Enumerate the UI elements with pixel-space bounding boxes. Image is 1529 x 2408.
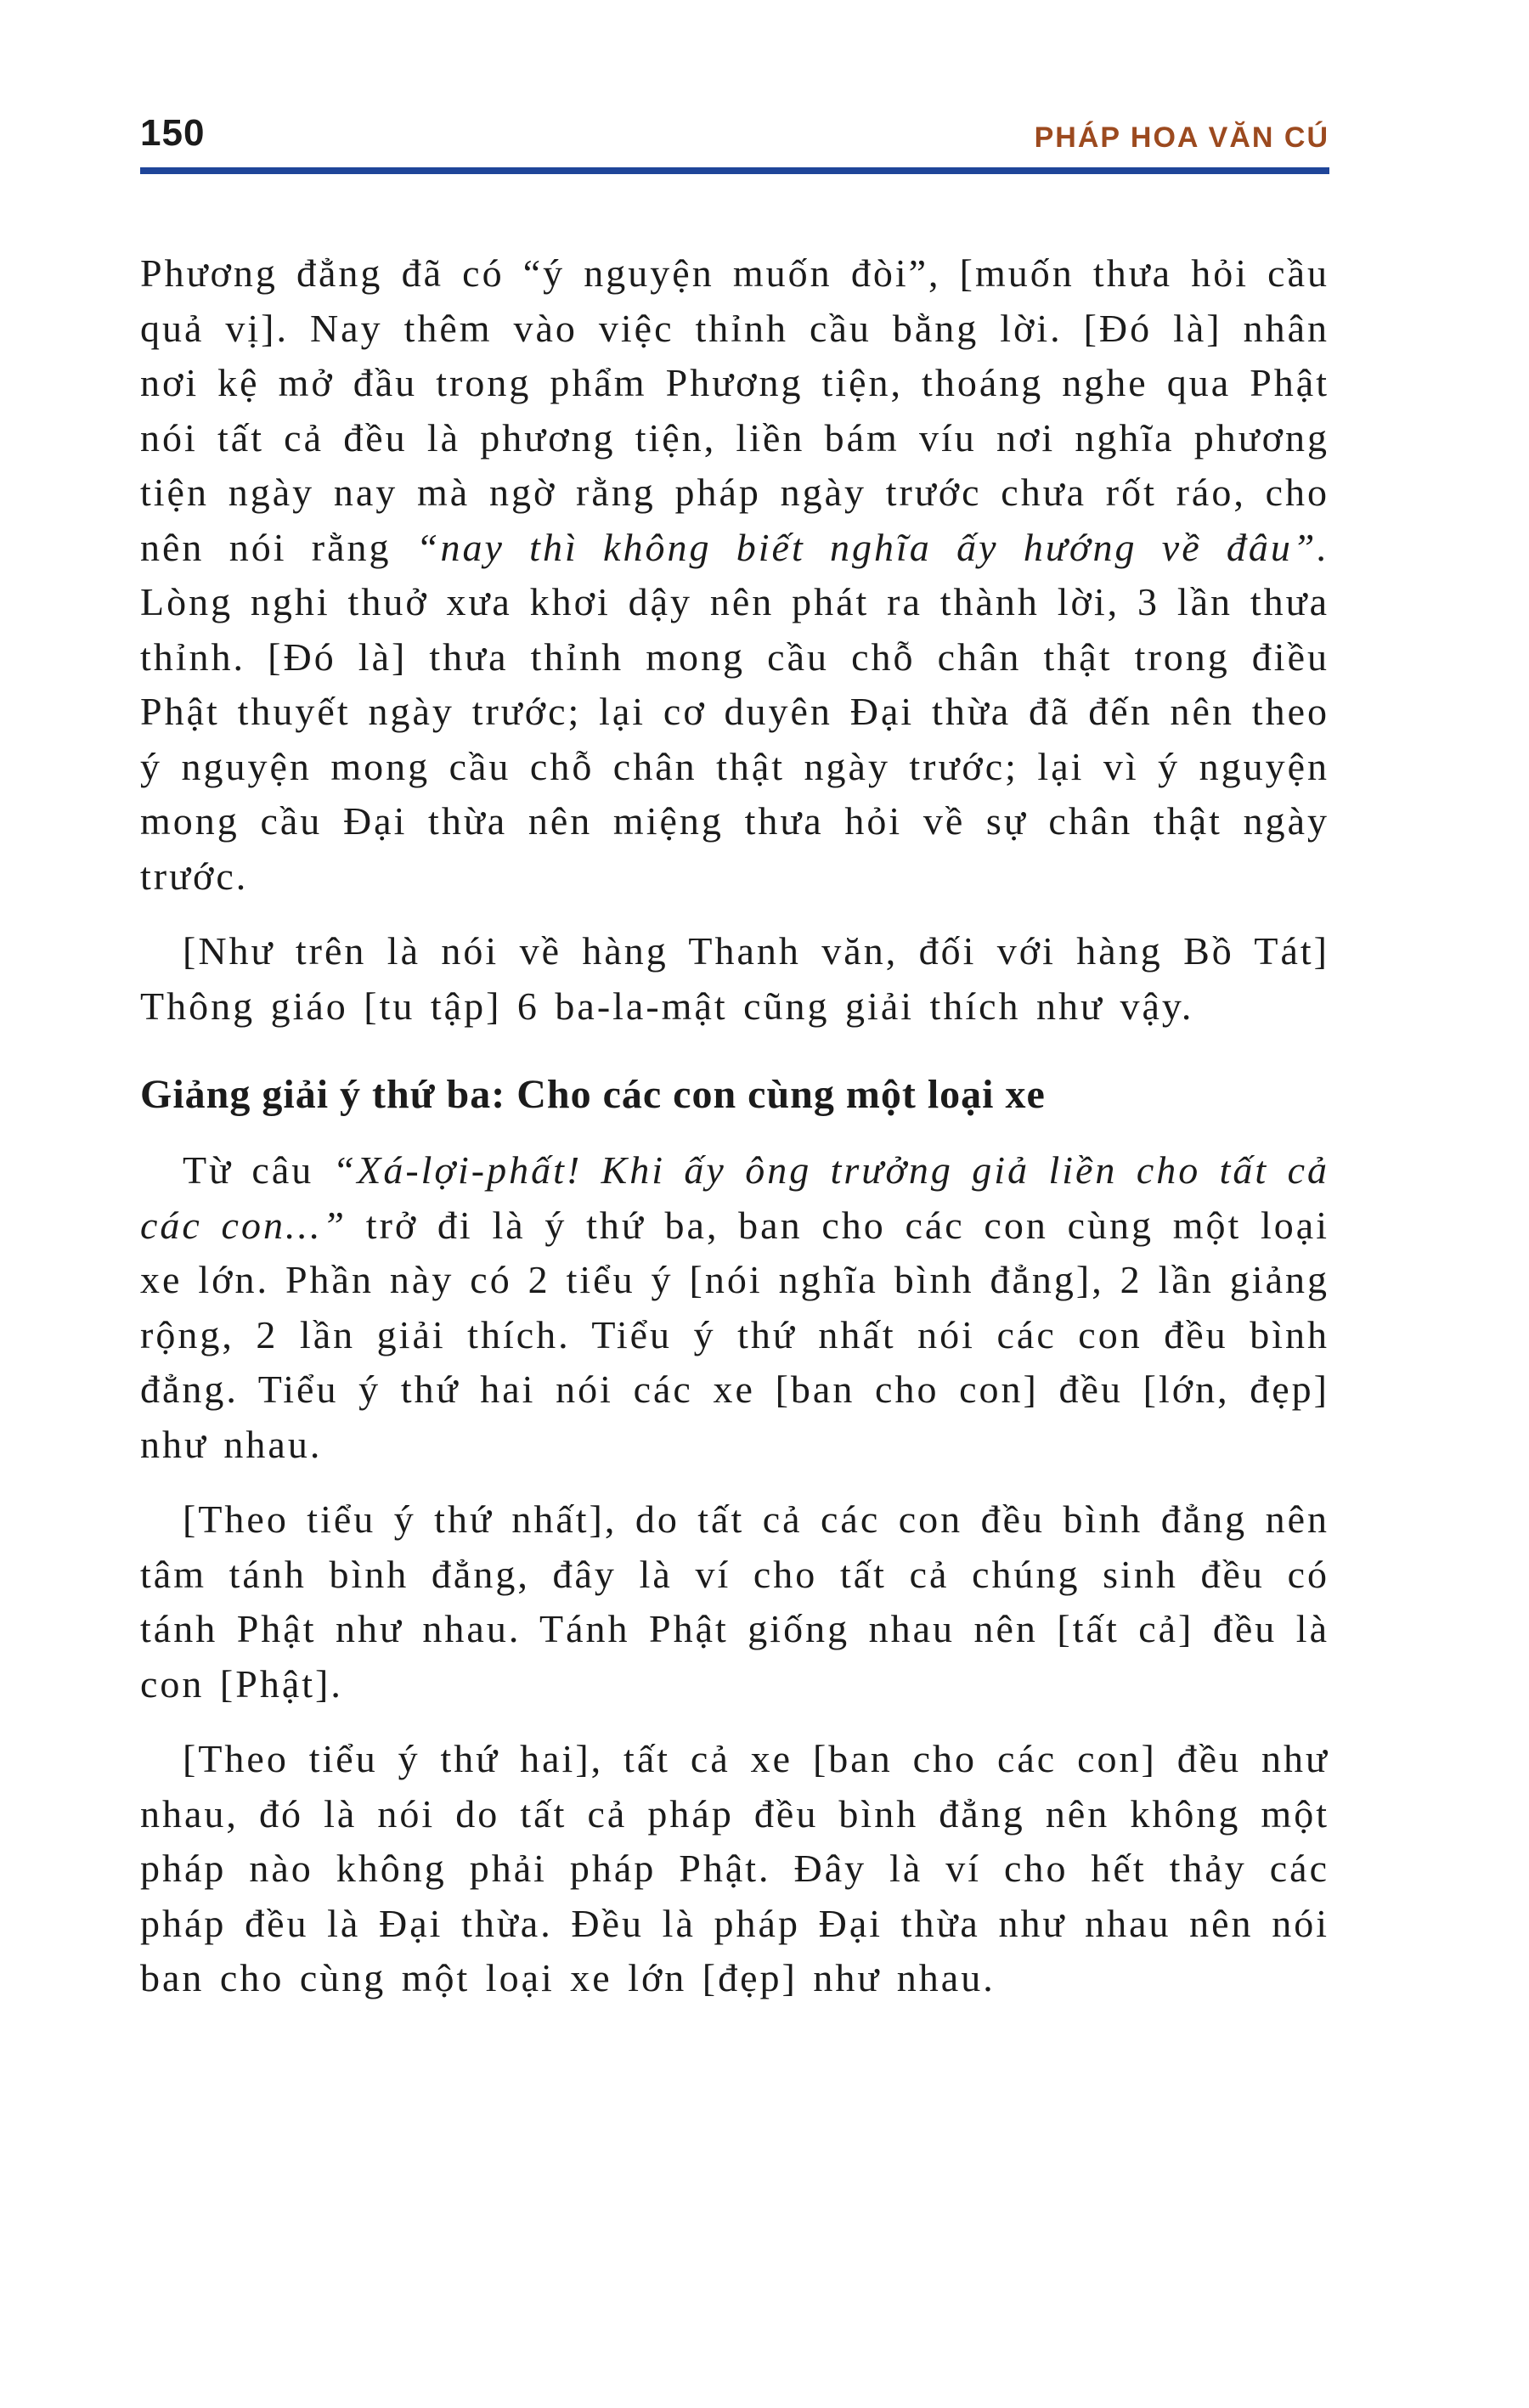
text-run: trở đi là ý thứ ba, ban cho các con cùng một loại xe lớn. Phần này có 2 tiểu ý [nói nghĩa bình đẳng], 2 lần giảng rộng, 2 lần giải thích. Tiểu ý thứ nhất nói các con đều bình đẳng. Tiểu ý thứ hai nói các xe [ban cho con] đều [lớn, đẹp] như nhau. bbox=[140, 1203, 1329, 1466]
page-body bbox=[140, 246, 1329, 2006]
header-rule bbox=[140, 167, 1329, 174]
text-run-italic: “Xá-lợi-phất! Khi ấy ông trưởng giả liền cho tất cả các con...” bbox=[140, 1148, 1329, 1247]
page-header bbox=[140, 112, 1329, 154]
paragraph bbox=[140, 1732, 1329, 2006]
paragraph-group-bottom bbox=[140, 1143, 1329, 2006]
text-run-italic: “nay thì không biết nghĩa ấy hướng về đâu”. bbox=[415, 525, 1329, 569]
text-run: Phương đẳng đã có “ý nguyện muốn đòi”, [muốn thưa hỏi cầu quả vị]. Nay thêm vào việc thỉnh cầu bằng lời. [Đó là] nhân nơi kệ mở đầu trong phẩm Phương tiện, thoáng nghe qua Phật nói tất cả đều là phương tiện, liền bám víu nơi nghĩa phương tiện ngày nay mà ngờ rằng pháp ngày trước chưa rốt ráo, cho nên nói rằng bbox=[140, 251, 1329, 569]
text-run: Từ câu bbox=[183, 1148, 333, 1193]
paragraph-group-top bbox=[140, 246, 1329, 1034]
text-run: [Theo tiểu ý thứ hai], tất cả xe [ban cho các con] đều như nhau, đó là nói do tất cả pháp đều bình đẳng nên không một pháp nào không phải pháp Phật. Đây là ví cho hết thảy các pháp đều là Đại thừa. Đều là pháp Đại thừa như nhau nên nói ban cho cùng một loại xe lớn [đẹp] như nhau. bbox=[140, 1737, 1329, 2000]
paragraph bbox=[140, 924, 1329, 1034]
book-page bbox=[0, 112, 1529, 2006]
section-heading: Giảng giải ý thứ ba: Cho các con cùng một loại xe bbox=[140, 1072, 1046, 1117]
text-run: [Theo tiểu ý thứ nhất], do tất cả các con đều bình đẳng nên tâm tánh bình đẳng, đây là ví cho tất cả chúng sinh đều có tánh Phật như nhau. Tánh Phật giống nhau nên [tất cả] đều là con [Phật]. bbox=[140, 1497, 1329, 1706]
running-title: PHÁP HOA VĂN CÚ bbox=[1034, 121, 1329, 154]
text-run: [Như trên là nói về hàng Thanh văn, đối với hàng Bồ Tát] Thông giáo [tu tập] 6 ba-la-mật cũng giải thích như vậy. bbox=[140, 929, 1329, 1028]
paragraph bbox=[140, 1143, 1329, 1472]
page-number: 150 bbox=[140, 112, 206, 154]
text-run: Lòng nghi thuở xưa khơi dậy nên phát ra thành lời, 3 lần thưa thỉnh. [Đó là] thưa thỉnh mong cầu chỗ chân thật trong điều Phật thuyết ngày trước; lại cơ duyên Đại thừa đã đến nên theo ý nguyện mong cầu chỗ chân thật ngày trước; lại vì ý nguyện mong cầu Đại thừa nên miệng thưa hỏi về sự chân thật ngày trước. bbox=[140, 580, 1329, 898]
paragraph bbox=[140, 246, 1329, 904]
paragraph bbox=[140, 1492, 1329, 1712]
